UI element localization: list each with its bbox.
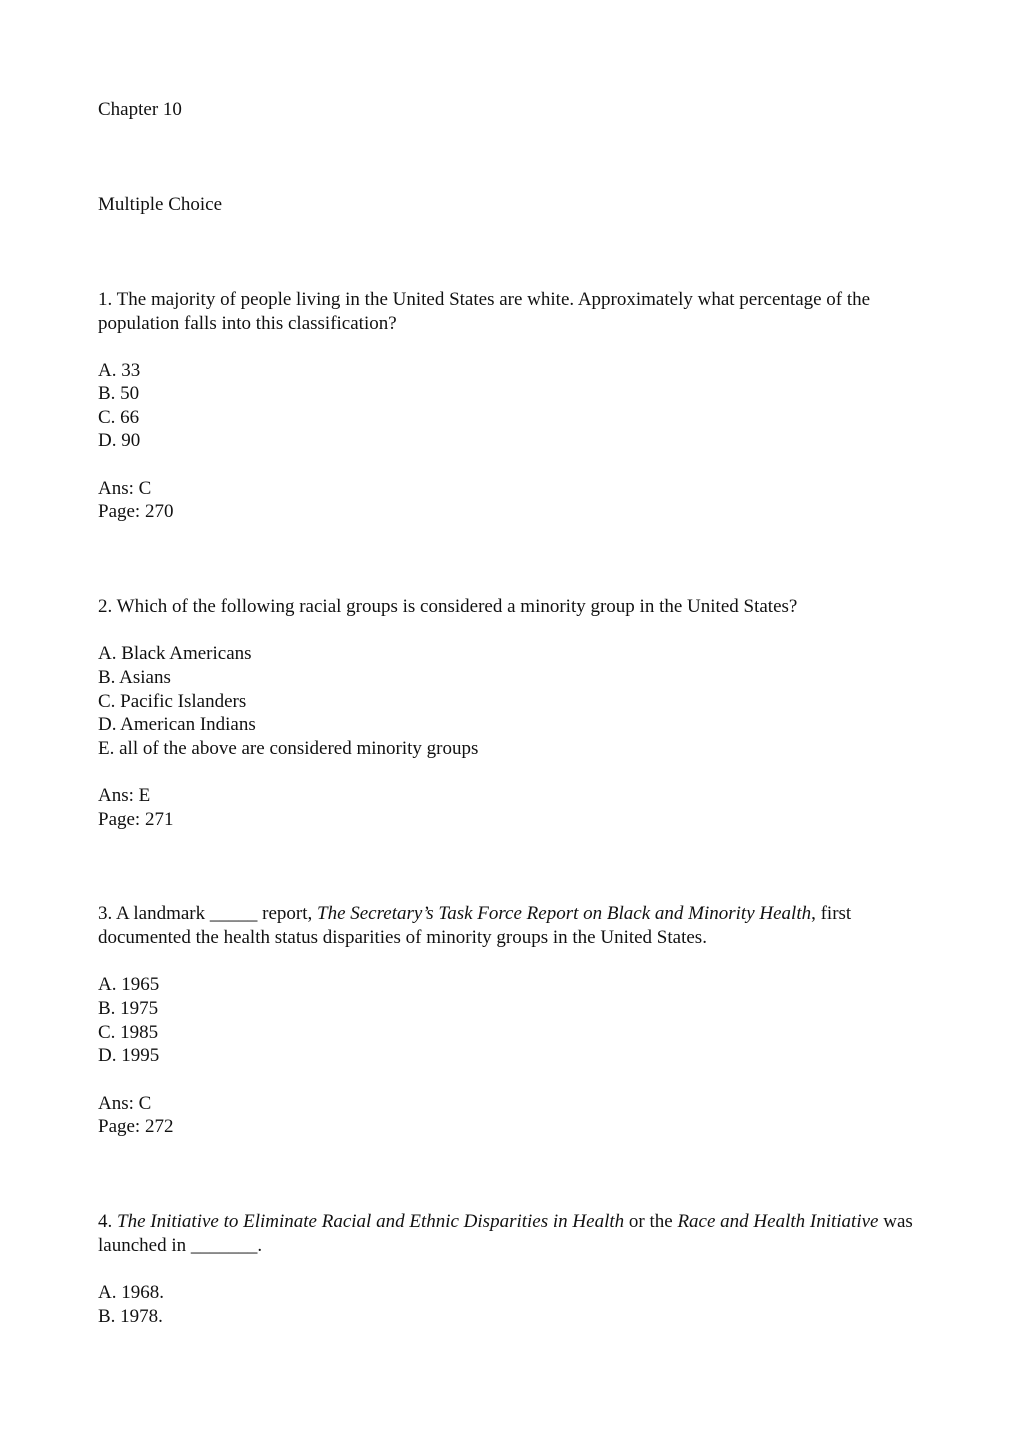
- question-3-report-title: The Secretary’s Task Force Report on Black and Minority Health: [317, 903, 812, 924]
- question-3-option-b: B. 1975: [98, 998, 159, 1019]
- question-4-option-a: A. 1968.: [98, 1282, 164, 1303]
- question-2-answer: Ans: E: [98, 785, 151, 806]
- question-3-answer: Ans: C: [98, 1093, 152, 1114]
- question-2-text: 2. Which of the following racial groups is considered a minority group in the United States?: [98, 596, 798, 617]
- question-3-suffix: , first documented the health status disparities of minority groups in the United States.: [98, 903, 852, 948]
- question-2-page: Page: 271: [98, 809, 174, 830]
- question-1-option-d: D. 90: [98, 430, 141, 451]
- question-4-option-b: B. 1978.: [98, 1306, 163, 1327]
- question-2-option-b: B. Asians: [98, 667, 171, 688]
- question-4-alt-title: Race and Health Initiative: [677, 1211, 879, 1232]
- question-2-option-e: E. all of the above are considered minority groups: [98, 738, 479, 759]
- section-title: Multiple Choice: [98, 194, 223, 215]
- question-3-text: [98, 902, 928, 950]
- question-2-option-c: C. Pacific Islanders: [98, 691, 247, 712]
- question-3-option-a: A. 1965: [98, 974, 160, 995]
- question-1-option-b: B. 50: [98, 383, 140, 404]
- question-3-page: Page: 272: [98, 1116, 174, 1137]
- question-3-option-c: C. 1985: [98, 1022, 159, 1043]
- question-4-text: [98, 1210, 928, 1258]
- question-1-page: Page: 270: [98, 501, 174, 522]
- question-2-option-d: D. American Indians: [98, 714, 256, 735]
- question-1-answer: Ans: C: [98, 478, 152, 499]
- question-4-initiative-title: The Initiative to Eliminate Racial and Ethnic Disparities in Health: [117, 1211, 625, 1232]
- question-3-option-d: D. 1995: [98, 1045, 160, 1066]
- question-3-prefix: 3. A landmark _____ report,: [98, 903, 317, 924]
- chapter-title: Chapter 10: [98, 99, 182, 120]
- question-1-text: 1. The majority of people living in the United States are white. Approximately what percentage of the population falls into this classification?: [98, 289, 871, 334]
- question-4-suffix: was launched in _______.: [98, 1211, 913, 1256]
- question-4-number: 4.: [98, 1211, 117, 1232]
- question-1-option-a: A. 33: [98, 360, 141, 381]
- question-1-option-c: C. 66: [98, 407, 140, 428]
- question-4-middle: or the: [624, 1211, 678, 1232]
- question-2-option-a: A. Black Americans: [98, 643, 252, 664]
